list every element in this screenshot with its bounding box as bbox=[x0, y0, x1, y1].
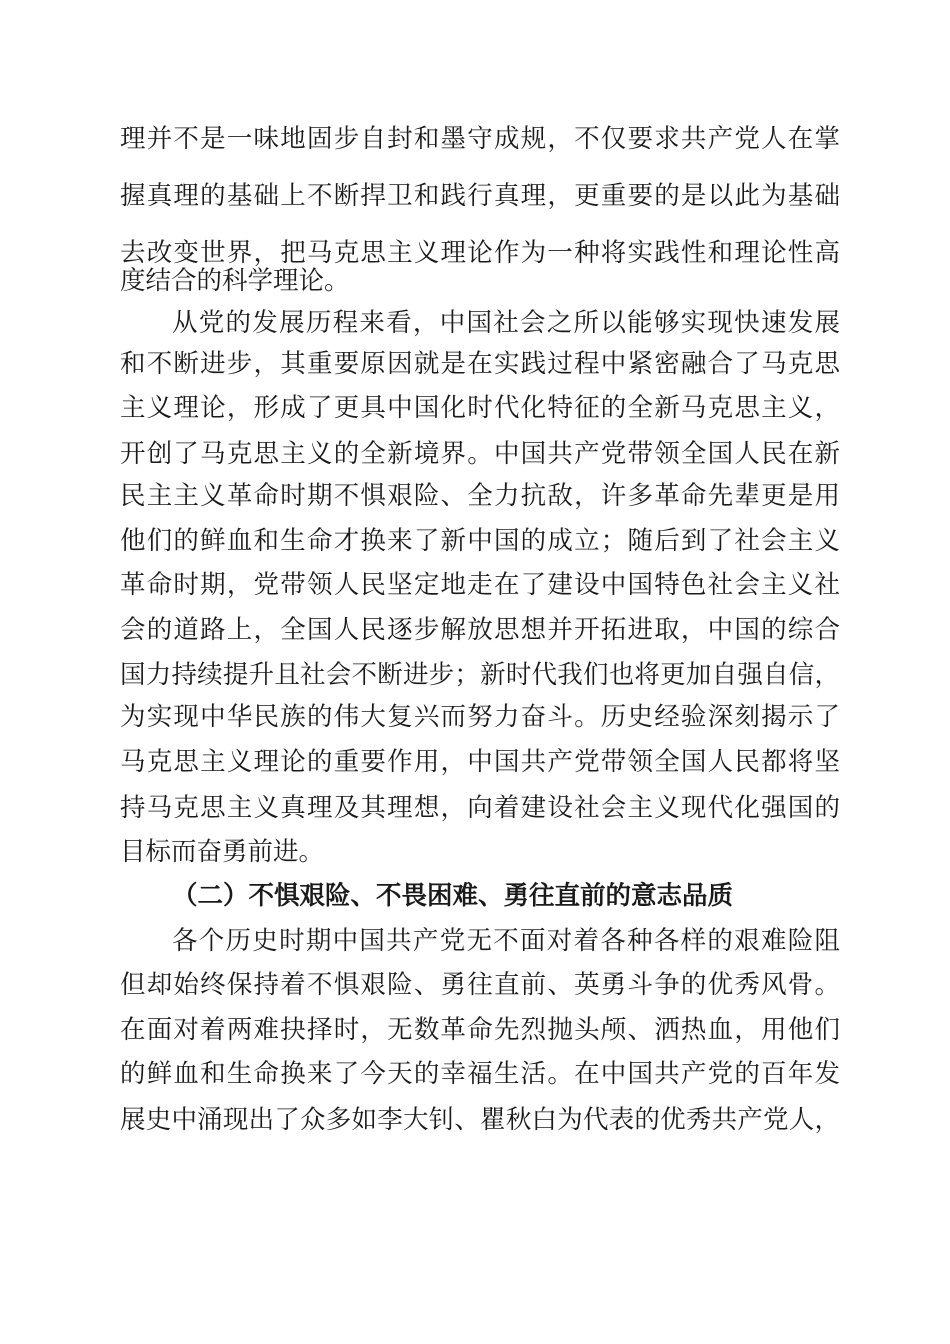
paragraph-line: 为实现中华民族的伟大复兴而努力奋斗。历史经验深刻揭示了 bbox=[120, 702, 840, 732]
paragraph-line: 国力持续提升且社会不断进步；新时代我们也将更加自强自信， bbox=[120, 660, 840, 690]
paragraph-line: 开创了马克思主义的全新境界。中国共产党带领全国人民在新 bbox=[120, 439, 840, 469]
paragraph-line: 在面对着两难抉择时，无数革命先烈抛头颅、洒热血，用他们 bbox=[120, 1015, 840, 1045]
section-heading: （二）不惧艰险、不畏困难、勇往直前的意志品质 bbox=[172, 881, 734, 911]
paragraph-line: 民主主义革命时期不惧艰险、全力抗敌，许多革命先辈更是用 bbox=[120, 481, 840, 511]
paragraph-line: 他们的鲜血和生命才换来了新中国的成立；随后到了社会主义 bbox=[120, 526, 840, 556]
paragraph-line: 革命时期，党带领人民坚定地走在了建设中国特色社会主义社 bbox=[120, 570, 840, 600]
paragraph-line: 目标而奋勇前进。 bbox=[120, 837, 325, 867]
paragraph-line: 主义理论，形成了更具中国化时代化特征的全新马克思主义， bbox=[120, 393, 840, 423]
paragraph-line: 度结合的科学理论。 bbox=[120, 266, 350, 296]
paragraph-line: 各个历史时期中国共产党无不面对着各种各样的艰难险阻 bbox=[172, 926, 840, 956]
paragraph-line: 但却始终保持着不惧艰险、勇往直前、英勇斗争的优秀风骨。 bbox=[120, 970, 840, 1000]
paragraph-line: 理并不是一味地固步自封和墨守成规，不仅要求共产党人在掌 bbox=[120, 124, 840, 154]
paragraph-line: 展史中涌现出了众多如李大钊、瞿秋白为代表的优秀共产党人， bbox=[120, 1105, 840, 1135]
paragraph-line: 从党的发展历程来看，中国社会之所以能够实现快速发展 bbox=[172, 308, 840, 338]
paragraph-line: 和不断进步，其重要原因就是在实践过程中紧密融合了马克思 bbox=[120, 349, 840, 379]
paragraph-line: 去改变世界，把马克思主义理论作为一种将实践性和理论性高 bbox=[120, 238, 840, 268]
paragraph-line: 马克思主义理论的重要作用，中国共产党带领全国人民都将坚 bbox=[120, 747, 840, 777]
paragraph-line: 握真理的基础上不断捍卫和践行真理，更重要的是以此为基础 bbox=[120, 181, 840, 211]
paragraph-line: 的鲜血和生命换来了今天的幸福生活。在中国共产党的百年发 bbox=[120, 1059, 840, 1089]
paragraph-line: 会的道路上，全国人民逐步解放思想并开拓进取，中国的综合 bbox=[120, 615, 840, 645]
paragraph-line: 持马克思主义真理及其理想，向着建设社会主义现代化强国的 bbox=[120, 793, 840, 823]
